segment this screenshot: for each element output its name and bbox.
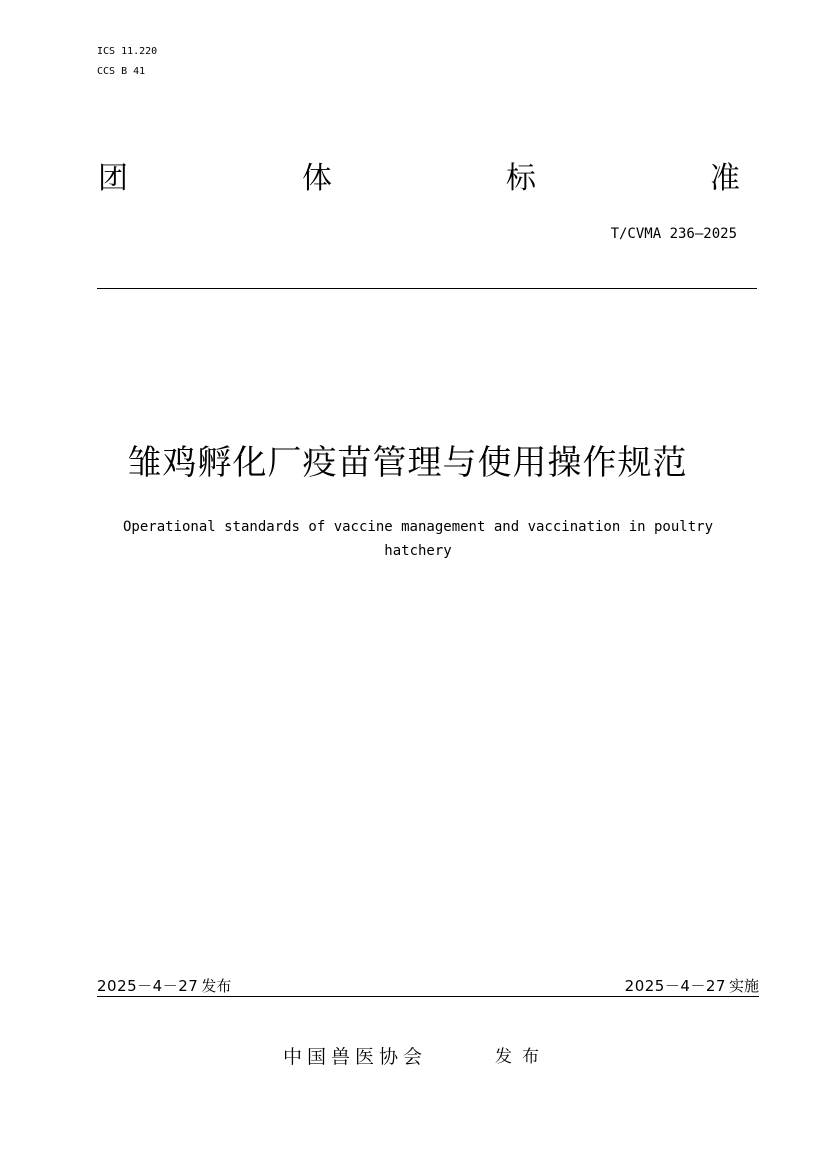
release-date-line <box>97 975 231 997</box>
release-label: 发布 <box>201 977 232 995</box>
release-date: 2025－4－27 <box>97 977 199 995</box>
standard-number: T/CVMA 236—2025 <box>610 226 737 242</box>
standard-type-char-1: 团 <box>98 161 128 196</box>
standard-type-char-4: 准 <box>710 161 740 196</box>
classification-codes <box>97 42 157 82</box>
document-title-english: Operational standards of vaccine management and vaccination in poultry hatchery <box>122 519 713 559</box>
implement-date: 2025－4－27 <box>624 977 726 995</box>
standard-type-char-3: 标 <box>506 161 536 196</box>
footer-divider <box>97 996 759 997</box>
document-title-chinese: 雏鸡孵化厂疫苗管理与使用操作规范 <box>127 443 688 483</box>
publisher-action: 发布 <box>495 1047 549 1067</box>
implement-label: 实施 <box>728 977 759 995</box>
implement-date-line <box>625 975 759 997</box>
standard-type-char-2: 体 <box>302 161 332 196</box>
ics-code: ICS 11.220 <box>97 46 158 57</box>
header-divider <box>97 288 757 289</box>
publisher-name: 中国兽医协会 <box>283 1046 428 1068</box>
ccs-code: CCS B 41 <box>97 66 146 77</box>
